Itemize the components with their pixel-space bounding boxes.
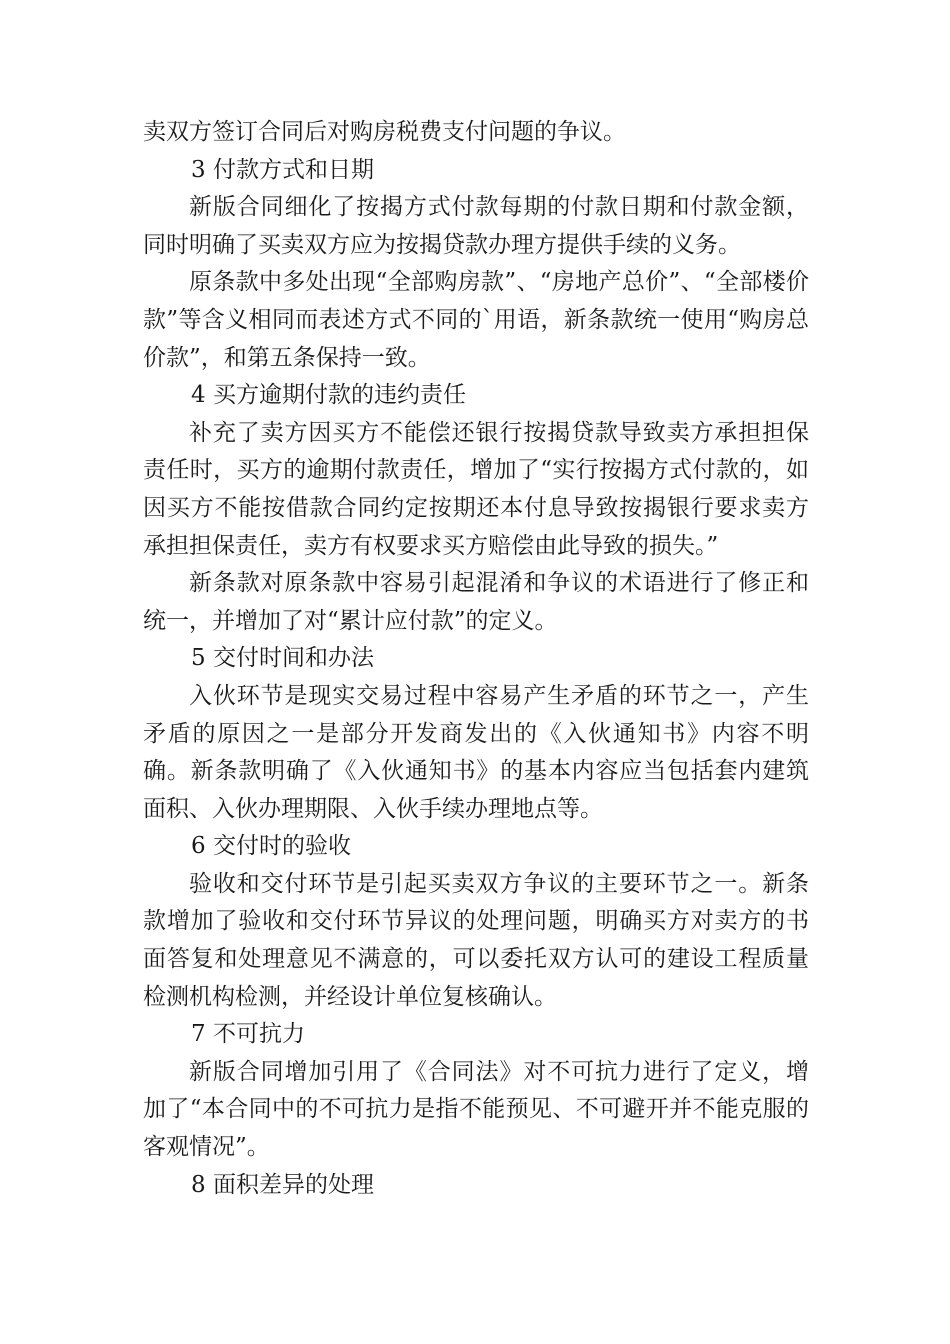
paragraph: 验收和交付环节是引起买卖双方争议的主要环节之一。新条款增加了验收和交付环节异议的处理问题，明确买方对卖方的书面答复和处理意见不满意的，可以委托双方认可的建设工程质量检测机构检测，并经设计单位复核确认。 (143, 870, 809, 1010)
document-body (143, 114, 809, 1204)
section-heading-3: 3 付款方式和日期 (191, 156, 374, 183)
section-heading-8: 8 面积差异的处理 (191, 1171, 374, 1198)
paragraph: 原条款中多处出现“全部购房款”、“房地产总价”、“全部楼价款”等含义相同而表述方式不同的`用语，新条款统一使用“购房总价款”，和第五条保持一致。 (143, 269, 809, 371)
paragraph: 新版合同增加引用了《合同法》对不可抗力进行了定义，增加了“本合同中的不可抗力是指不能预见、不可避开并不能克服的客观情况”。 (143, 1058, 809, 1161)
paragraph: 新条款对原条款中容易引起混淆和争议的术语进行了修正和统一，并增加了对“累计应付款”的定义。 (143, 570, 809, 634)
paragraph: 新版合同细化了按揭方式付款每期的付款日期和付款金额，同时明确了买卖双方应为按揭贷款办理方提供手续的义务。 (143, 194, 809, 258)
section-heading-7: 7 不可抗力 (191, 1021, 305, 1048)
section-heading-5: 5 交付时间和办法 (191, 645, 374, 672)
section-heading-6: 6 交付时的验收 (191, 833, 351, 860)
paragraph-continuation: 卖双方签订合同后对购房税费支付问题的争议。 (143, 119, 626, 145)
paragraph: 入伙环节是现实交易过程中容易产生矛盾的环节之一，产生矛盾的原因之一是部分开发商发出的《入伙通知书》内容不明确。新条款明确了《入伙通知书》的基本内容应当包括套内建筑面积、入伙办理期限、入伙手续办理地点等。 (143, 682, 809, 822)
paragraph: 补充了卖方因买方不能偿还银行按揭贷款导致卖方承担担保责任时，买方的逾期付款责任，增加了“实行按揭方式付款的，如因买方不能按借款合同约定按期还本付息导致按揭银行要求卖方承担担保责任，卖方有权要求买方赔偿由此导致的损失。” (143, 419, 809, 559)
section-heading-4: 4 买方逾期付款的违约责任 (191, 382, 466, 409)
